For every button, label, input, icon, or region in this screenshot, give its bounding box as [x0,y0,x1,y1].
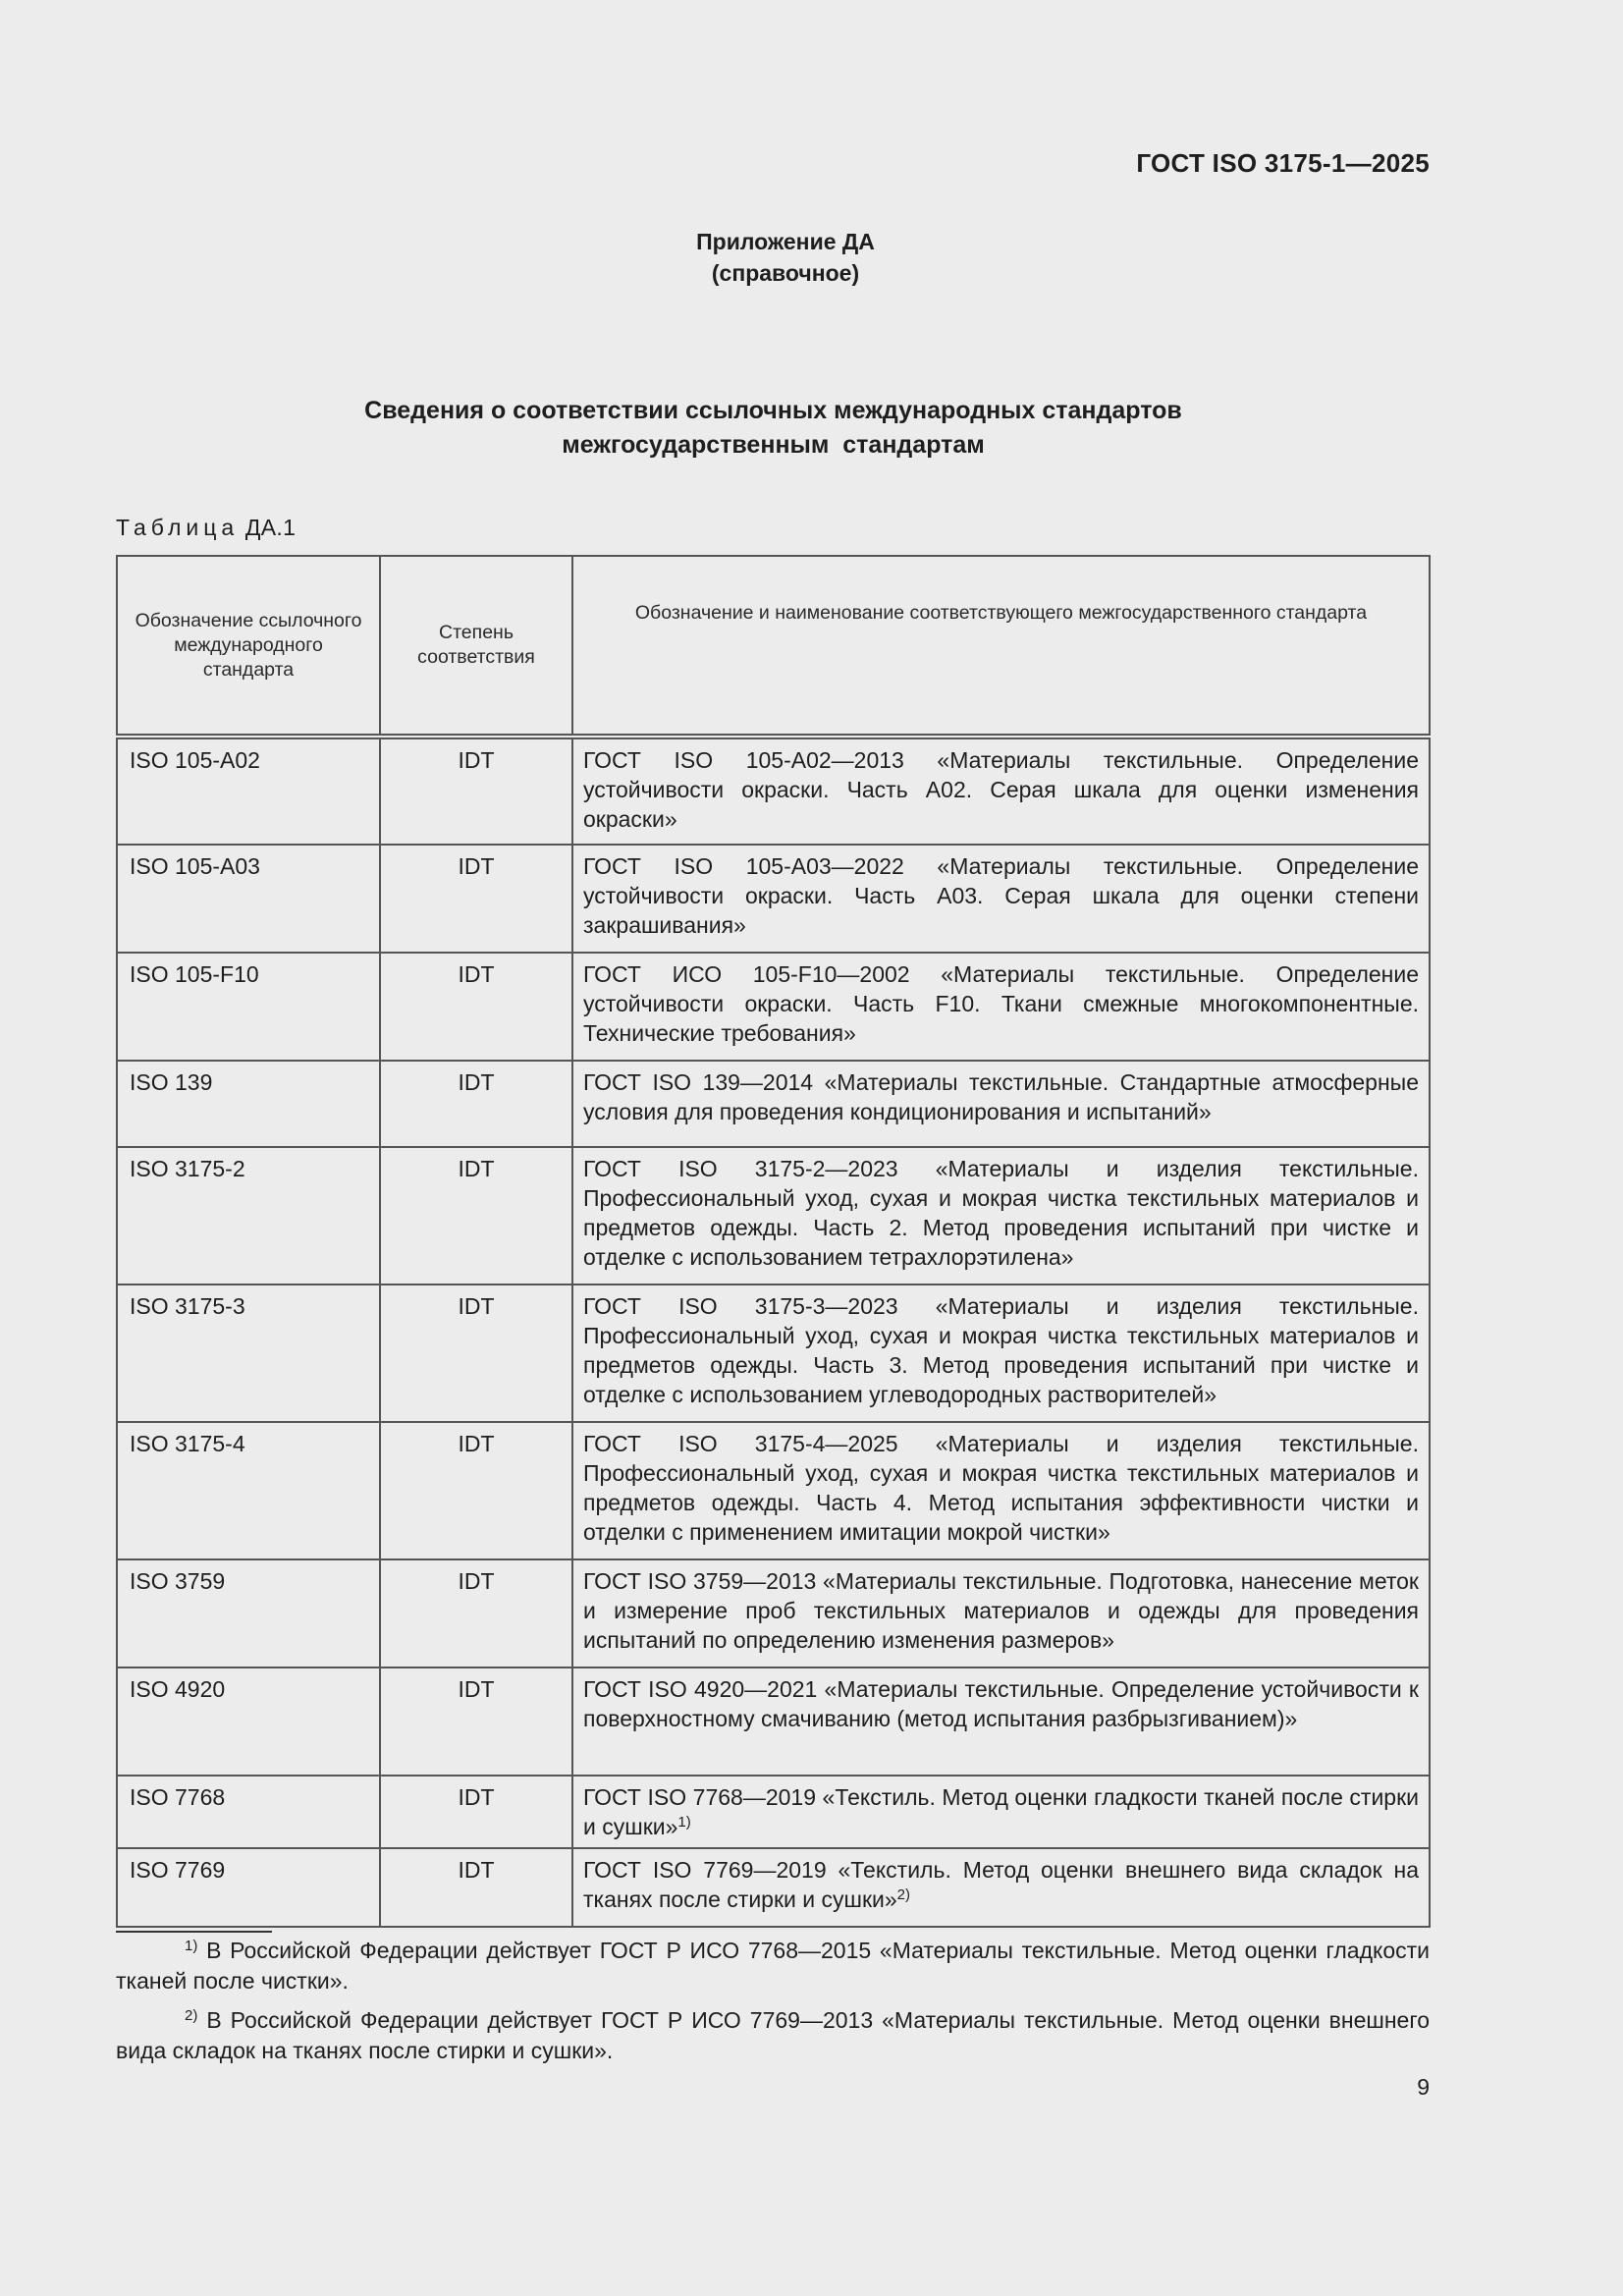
header-degree-of-conformity: Степень соответствия [380,556,572,737]
footnote-1-mark: 1) [185,1938,198,1954]
degree-of-conformity: IDT [380,737,572,845]
section-title-line-2: межгосударственным стандартам [562,431,985,459]
appendix-title: Приложение ДА [696,229,875,254]
appendix-heading [0,226,1571,289]
footnote-2-mark: 2) [185,2007,198,2024]
section-title-line-1: Сведения о соответствии ссылочных международных стандартов [364,397,1182,424]
degree-of-conformity: IDT [380,845,572,953]
interstate-standard-text: ГОСТ ISO 3759—2013 «Материалы текстильные. Подготовка, нанесение меток и измерение проб текстильных материалов и одежды для проведения испытаний по определению изменения размеров» [583,1568,1419,1653]
reference-standard-code: ISO 4920 [117,1667,380,1776]
table-row [117,1422,1430,1559]
degree-of-conformity: IDT [380,953,572,1061]
interstate-standard-name [572,1422,1430,1559]
interstate-standard-text: ГОСТ ISO 4920—2021 «Материалы текстильные. Определение устойчивости к поверхностному смачиванию (метод испытания разбрызгиванием)» [583,1676,1419,1731]
degree-of-conformity: IDT [380,1285,572,1422]
table-row [117,1285,1430,1422]
interstate-standard-text: ГОСТ ISO 3175-2—2023 «Материалы и изделия текстильные. Профессиональный уход, сухая и мокрая чистка текстильных материалов и предметов одежды. Часть 2. Метод проведения испытаний при чистке и отделке с использованием тетрахлорэтилена» [583,1156,1419,1270]
table-row [117,1848,1430,1927]
interstate-standard-text: ГОСТ ИСО 105-F10—2002 «Материалы текстильные. Определение устойчивости окраски. Часть F10. Ткани смежные многокомпонентные. Технические требования» [583,961,1419,1046]
table-row [117,1776,1430,1848]
reference-standard-code: ISO 105-F10 [117,953,380,1061]
appendix-status: (справочное) [711,260,860,286]
degree-of-conformity: IDT [380,1848,572,1927]
degree-of-conformity: IDT [380,1776,572,1848]
reference-standard-code: ISO 7768 [117,1776,380,1848]
interstate-standard-name [572,1776,1430,1848]
table-body [117,737,1430,1927]
header-interstate-standard: Обозначение и наименование соответствующего межгосударственного стандарта [572,556,1430,737]
degree-of-conformity: IDT [380,1147,572,1285]
interstate-standard-text: ГОСТ ISO 105-A03—2022 «Материалы текстильные. Определение устойчивости окраски. Часть А03. Серая шкала для оценки степени закрашивания» [583,853,1419,938]
interstate-standard-name [572,1061,1430,1147]
page-number: 9 [1417,2074,1430,2100]
reference-standard-code: ISO 3175-4 [117,1422,380,1559]
footnote-1 [116,1936,1430,1996]
interstate-standard-text: ГОСТ ISO 7768—2019 «Текстиль. Метод оценки гладкости тканей после стирки и сушки» [583,1784,1419,1839]
degree-of-conformity: IDT [380,1559,572,1667]
table-row [117,953,1430,1061]
table-row [117,1667,1430,1776]
table-row [117,1147,1430,1285]
interstate-standard-text: ГОСТ ISO 3175-3—2023 «Материалы и изделия текстильные. Профессиональный уход, сухая и мокрая чистка текстильных материалов и предметов одежды. Часть 3. Метод проведения испытаний при чистке и отделке с использованием углеводородных растворителей» [583,1293,1419,1407]
interstate-standard-name [572,1559,1430,1667]
section-title [0,394,1546,463]
table-row [117,845,1430,953]
reference-standard-code: ISO 3175-3 [117,1285,380,1422]
reference-standard-code: ISO 7769 [117,1848,380,1927]
reference-standard-code: ISO 105-A03 [117,845,380,953]
table-row [117,1559,1430,1667]
interstate-standard-text: ГОСТ ISO 105-A02—2013 «Материалы текстильные. Определение устойчивости окраски. Часть А02. Серая шкала для оценки изменения окраски» [583,747,1419,832]
interstate-standard-name [572,845,1430,953]
table-caption-word: Таблица [116,515,240,540]
table-row [117,737,1430,845]
footnote-2 [116,2005,1430,2066]
interstate-standard-text: ГОСТ ISO 3175-4—2025 «Материалы и изделия текстильные. Профессиональный уход, сухая и мокрая чистка текстильных материалов и предметов одежды. Часть 4. Метод испытания эффективности чистки и отделки с применением имитации мокрой чистки» [583,1431,1419,1545]
degree-of-conformity: IDT [380,1667,572,1776]
reference-standard-code: ISO 139 [117,1061,380,1147]
interstate-standard-name [572,737,1430,845]
footnote-1-text: В Российской Федерации действует ГОСТ Р ИСО 7768—2015 «Материалы текстильные. Метод оценки гладкости тканей после чистки». [116,1938,1430,1994]
interstate-standard-text: ГОСТ ISO 7769—2019 «Текстиль. Метод оценки внешнего вида складок на тканях после стирки и сушки» [583,1857,1419,1912]
reference-standard-code: ISO 3175-2 [117,1147,380,1285]
interstate-standard-name [572,953,1430,1061]
footnote-reference: 2) [896,1886,910,1903]
interstate-standard-name [572,1667,1430,1776]
interstate-standard-name [572,1147,1430,1285]
reference-standard-code: ISO 3759 [117,1559,380,1667]
header-reference-standard: Обозначение ссылочного международного стандарта [117,556,380,737]
footnote-reference: 1) [677,1814,691,1831]
interstate-standard-name [572,1285,1430,1422]
interstate-standard-name [572,1848,1430,1927]
footnote-2-text: В Российской Федерации действует ГОСТ Р ИСО 7769—2013 «Материалы текстильные. Метод оценки внешнего вида складок на тканях после стирки и сушки». [116,2007,1430,2063]
table-caption [116,515,296,541]
standards-table [116,555,1431,1928]
table-row [117,1061,1430,1147]
table-header-row [117,556,1430,737]
degree-of-conformity: IDT [380,1422,572,1559]
footnotes [116,1936,1430,2075]
table-caption-number: ДА.1 [244,515,297,540]
footnote-separator [116,1931,272,1933]
document-id: ГОСТ ISO 3175-1—2025 [1136,148,1430,178]
interstate-standard-text: ГОСТ ISO 139—2014 «Материалы текстильные. Стандартные атмосферные условия для проведения кондиционирования и испытаний» [583,1069,1419,1124]
degree-of-conformity: IDT [380,1061,572,1147]
reference-standard-code: ISO 105-A02 [117,737,380,845]
